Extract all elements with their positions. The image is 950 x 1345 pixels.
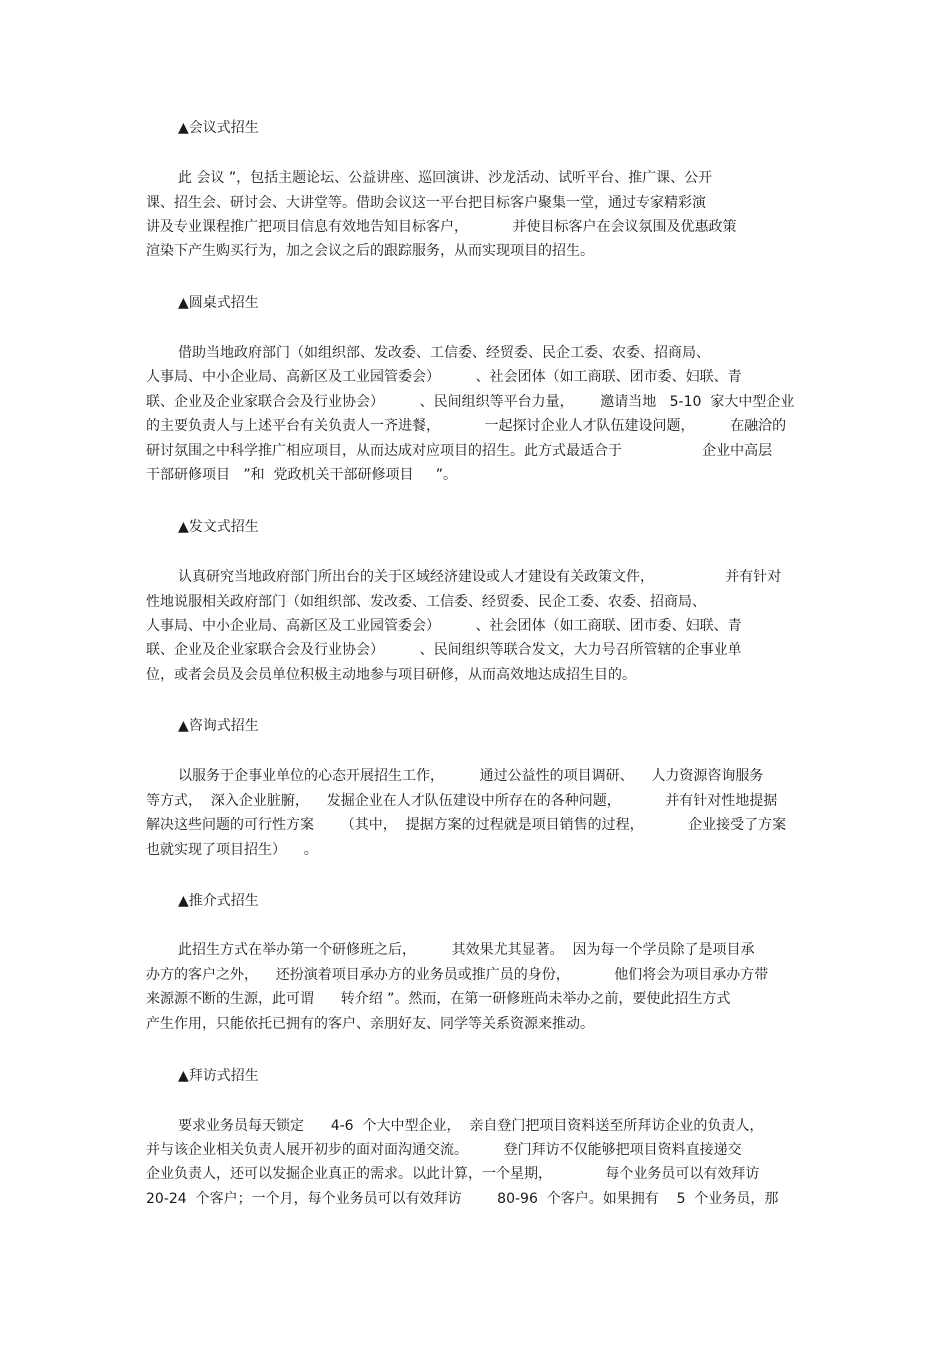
- paragraph-line: 等方式， 深入企业脏腑， 发掘企业在人才队伍建设中所存在的各种问题， 并有针对性地提据: [146, 793, 778, 809]
- paragraph-line: 借助当地政府部门（如组织部、发改委、工信委、经贸委、民企工委、农委、招商局、: [178, 345, 710, 361]
- paragraph-line: 产生作用，只能依托已拥有的客户、亲朋好友、同学等关系资源来推动。: [146, 1016, 594, 1032]
- paragraph-line: 此招生方式在举办第一个研修班之后， 其效果尤其显著。 因为每一个学员除了是项目承: [178, 942, 755, 958]
- paragraph-line: 以服务于企事业单位的心态开展招生工作， 通过公益性的项目调研、 人力资源咨询服务: [178, 768, 764, 784]
- paragraph-line: 联、企业及企业家联合会及行业协会） 、民间组织等平台力量， 邀请当地 5-10 家大中型企业: [146, 394, 795, 410]
- paragraph-line: 办方的客户之外， 还扮演着项目承办方的业务员或推广员的身份， 他们将会为项目承办方带: [146, 967, 769, 983]
- paragraph-line: 解决这些问题的可行性方案 （其中， 提据方案的过程就是项目销售的过程， 企业接受了方案: [146, 817, 787, 833]
- paragraph-line: 认真研究当地政府部门所出台的关于区域经济建设或人才建设有关政策文件， 并有针对: [178, 569, 782, 585]
- section-heading: ▲推介式招生: [178, 893, 259, 909]
- paragraph-line: 讲及专业课程推广把项目信息有效地告知目标客户， 并使目标客户在会议氛围及优惠政策: [146, 219, 737, 235]
- paragraph-line: 此 会议 ”，包括主题论坛、公益讲座、巡回演讲、沙龙活动、试听平台、推广课、公开: [178, 170, 713, 186]
- paragraph-line: 性地说服相关政府部门（如组织部、发改委、工信委、经贸委、民企工委、农委、招商局、: [146, 594, 706, 610]
- paragraph-line: 研讨氛围之中科学推广相应项目，从而达成对应项目的招生。此方式最适合于 企业中高层: [146, 443, 773, 459]
- paragraph-line: 人事局、中小企业局、高新区及工业园管委会） 、社会团体（如工商联、团市委、妇联、青: [146, 369, 742, 385]
- paragraph-line: 20-24 个客户；一个月，每个业务员可以有效拜访 80-96 个客户。如果拥有 5 个业务员，那: [146, 1191, 779, 1207]
- paragraph-line: 的主要负责人与上述平台有关负责人一齐进餐， 一起探讨企业人才队伍建设问题， 在融洽的: [146, 418, 787, 434]
- paragraph-line: 位，或者会员及会员单位积极主动地参与项目研修，从而高效地达成招生目的。: [146, 667, 636, 683]
- paragraph-line: 干部研修项目 ”和 党政机关干部研修项目 ”。: [146, 467, 458, 483]
- section-heading: ▲咨询式招生: [178, 718, 259, 734]
- paragraph-line: 课、招生会、研讨会、大讲堂等。借助会议这一平台把目标客户聚集一堂，通过专家精彩演: [146, 195, 706, 211]
- paragraph-line: 来源源不断的生源，此可谓 转介绍 ”。然而，在第一研修班尚未举办之前，要使此招生方式: [146, 991, 731, 1007]
- paragraph-line: 企业负责人，还可以发掘企业真正的需求。以此计算，一个星期， 每个业务员可以有效拜访: [146, 1166, 760, 1182]
- section-heading: ▲圆桌式招生: [178, 295, 259, 311]
- paragraph-line: 人事局、中小企业局、高新区及工业园管委会） 、社会团体（如工商联、团市委、妇联、青: [146, 618, 742, 634]
- paragraph-line: 并与该企业相关负责人展开初步的面对面沟通交流。 登门拜访不仅能够把项目资料直接递交: [146, 1142, 742, 1158]
- paragraph-line: 要求业务员每天锁定 4-6 个大中型企业， 亲自登门把项目资料送至所拜访企业的负责人，: [178, 1118, 764, 1134]
- paragraph-line: 渲染下产生购买行为，加之会议之后的跟踪服务，从而实现项目的招生。: [146, 243, 594, 259]
- section-heading: ▲会议式招生: [178, 120, 259, 136]
- paragraph-line: 联、企业及企业家联合会及行业协会） 、民间组织等联合发文，大力号召所管辖的企事业单: [146, 642, 742, 658]
- section-heading: ▲拜访式招生: [178, 1068, 259, 1084]
- section-heading: ▲发文式招生: [178, 519, 259, 535]
- paragraph-line: 也就实现了项目招生） 。: [146, 842, 318, 858]
